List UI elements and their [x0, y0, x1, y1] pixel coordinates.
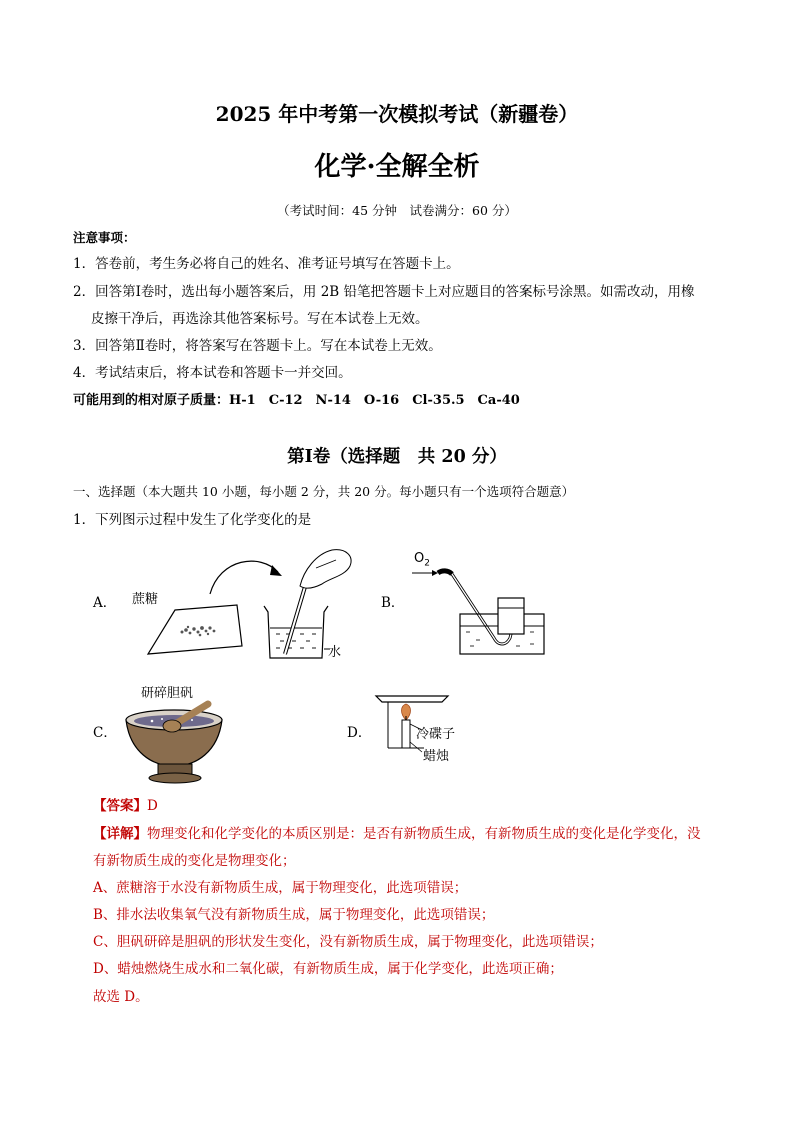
section-instruction: 一、选择题（本大题共 10 小题，每小题 2 分，共 20 分。每小题只有一个选项符合题意）: [73, 484, 575, 499]
detail-tag: 【详解】: [93, 826, 147, 842]
question-stem: 1．下列图示过程中发生了化学变化的是: [73, 512, 312, 528]
notice-item-2: 2．回答第Ⅰ卷时，选出每小题答案后，用 2B 铅笔把答题卡上对应题目的答案标号涂黑。如需改动，用橡: [73, 284, 695, 300]
detail-line-1: 【详解】物理变化和化学变化的本质区别是：是否有新物质生成，有新物质生成的变化是化学变化，没: [93, 826, 701, 842]
candle-label: 蜡烛: [423, 749, 450, 764]
exam-subtitle: 化学·全解全析: [314, 152, 480, 182]
option-c-letter: C．: [93, 725, 117, 741]
answer-tag: 【答案】: [93, 798, 147, 814]
notice-item-1: 1．答卷前，考生务必将自己的姓名、准考证号填写在答题卡上。: [73, 256, 460, 272]
exam-info: （考试时间：45 分钟 试卷满分：60 分）: [277, 203, 517, 218]
mortar-pestle-figure: [122, 700, 232, 785]
detail-line-6: D、蜡烛燃烧生成水和二氧化碳，有新物质生成，属于化学变化，此选项正确；: [93, 961, 563, 977]
detail-line-5: C、胆矾研碎是胆矾的形状发生变化，没有新物质生成，属于物理变化，此选项错误；: [93, 934, 603, 950]
exam-title: 2025 年中考第一次模拟考试（新疆卷）: [215, 102, 579, 126]
notice-item-4: 4．考试结束后，将本试卷和答题卡一并交回。: [73, 365, 352, 381]
option-d-letter: D．: [347, 725, 372, 741]
oxygen-collection-figure: [410, 560, 550, 660]
section-title: 第Ⅰ卷（选择题 共 20 分）: [287, 447, 507, 467]
water-label: 水: [328, 645, 342, 660]
option-a-letter: A．: [93, 595, 117, 611]
answer-line: [93, 796, 158, 816]
notice-heading: 注意事项：: [73, 230, 136, 245]
answer-value: D: [147, 798, 158, 814]
cold-dish-label: 冷碟子: [416, 727, 456, 742]
notice-item-3: 3．回答第Ⅱ卷时，将答案写在答题卡上。写在本试卷上无效。: [73, 338, 442, 354]
detail-line-4: B、排水法收集氧气没有新物质生成，属于物理变化，此选项错误；: [93, 907, 495, 923]
sugar-label: 蔗糖: [132, 592, 159, 607]
gas-label: $O_2$: [414, 551, 430, 569]
detail-line-2: 有新物质生成的变化是物理变化；: [93, 853, 296, 869]
atomic-masses: 可能用到的相对原子质量：H-1 C-12 N-14 O-16 Cl-35.5 Ca-40: [73, 393, 520, 408]
detail-line-3: A、蔗糖溶于水没有新物质生成，属于物理变化，此选项错误；: [93, 880, 468, 896]
option-b-letter: B．: [381, 595, 405, 611]
grind-label: 研碎胆矾: [141, 686, 194, 701]
notice-item-2-cont: 皮擦干净后，再选涂其他答案标号。写在本试卷上无效。: [91, 311, 429, 327]
sugar-dissolving-figure: [140, 548, 360, 668]
detail-line-7: 故选 D。: [93, 989, 149, 1005]
